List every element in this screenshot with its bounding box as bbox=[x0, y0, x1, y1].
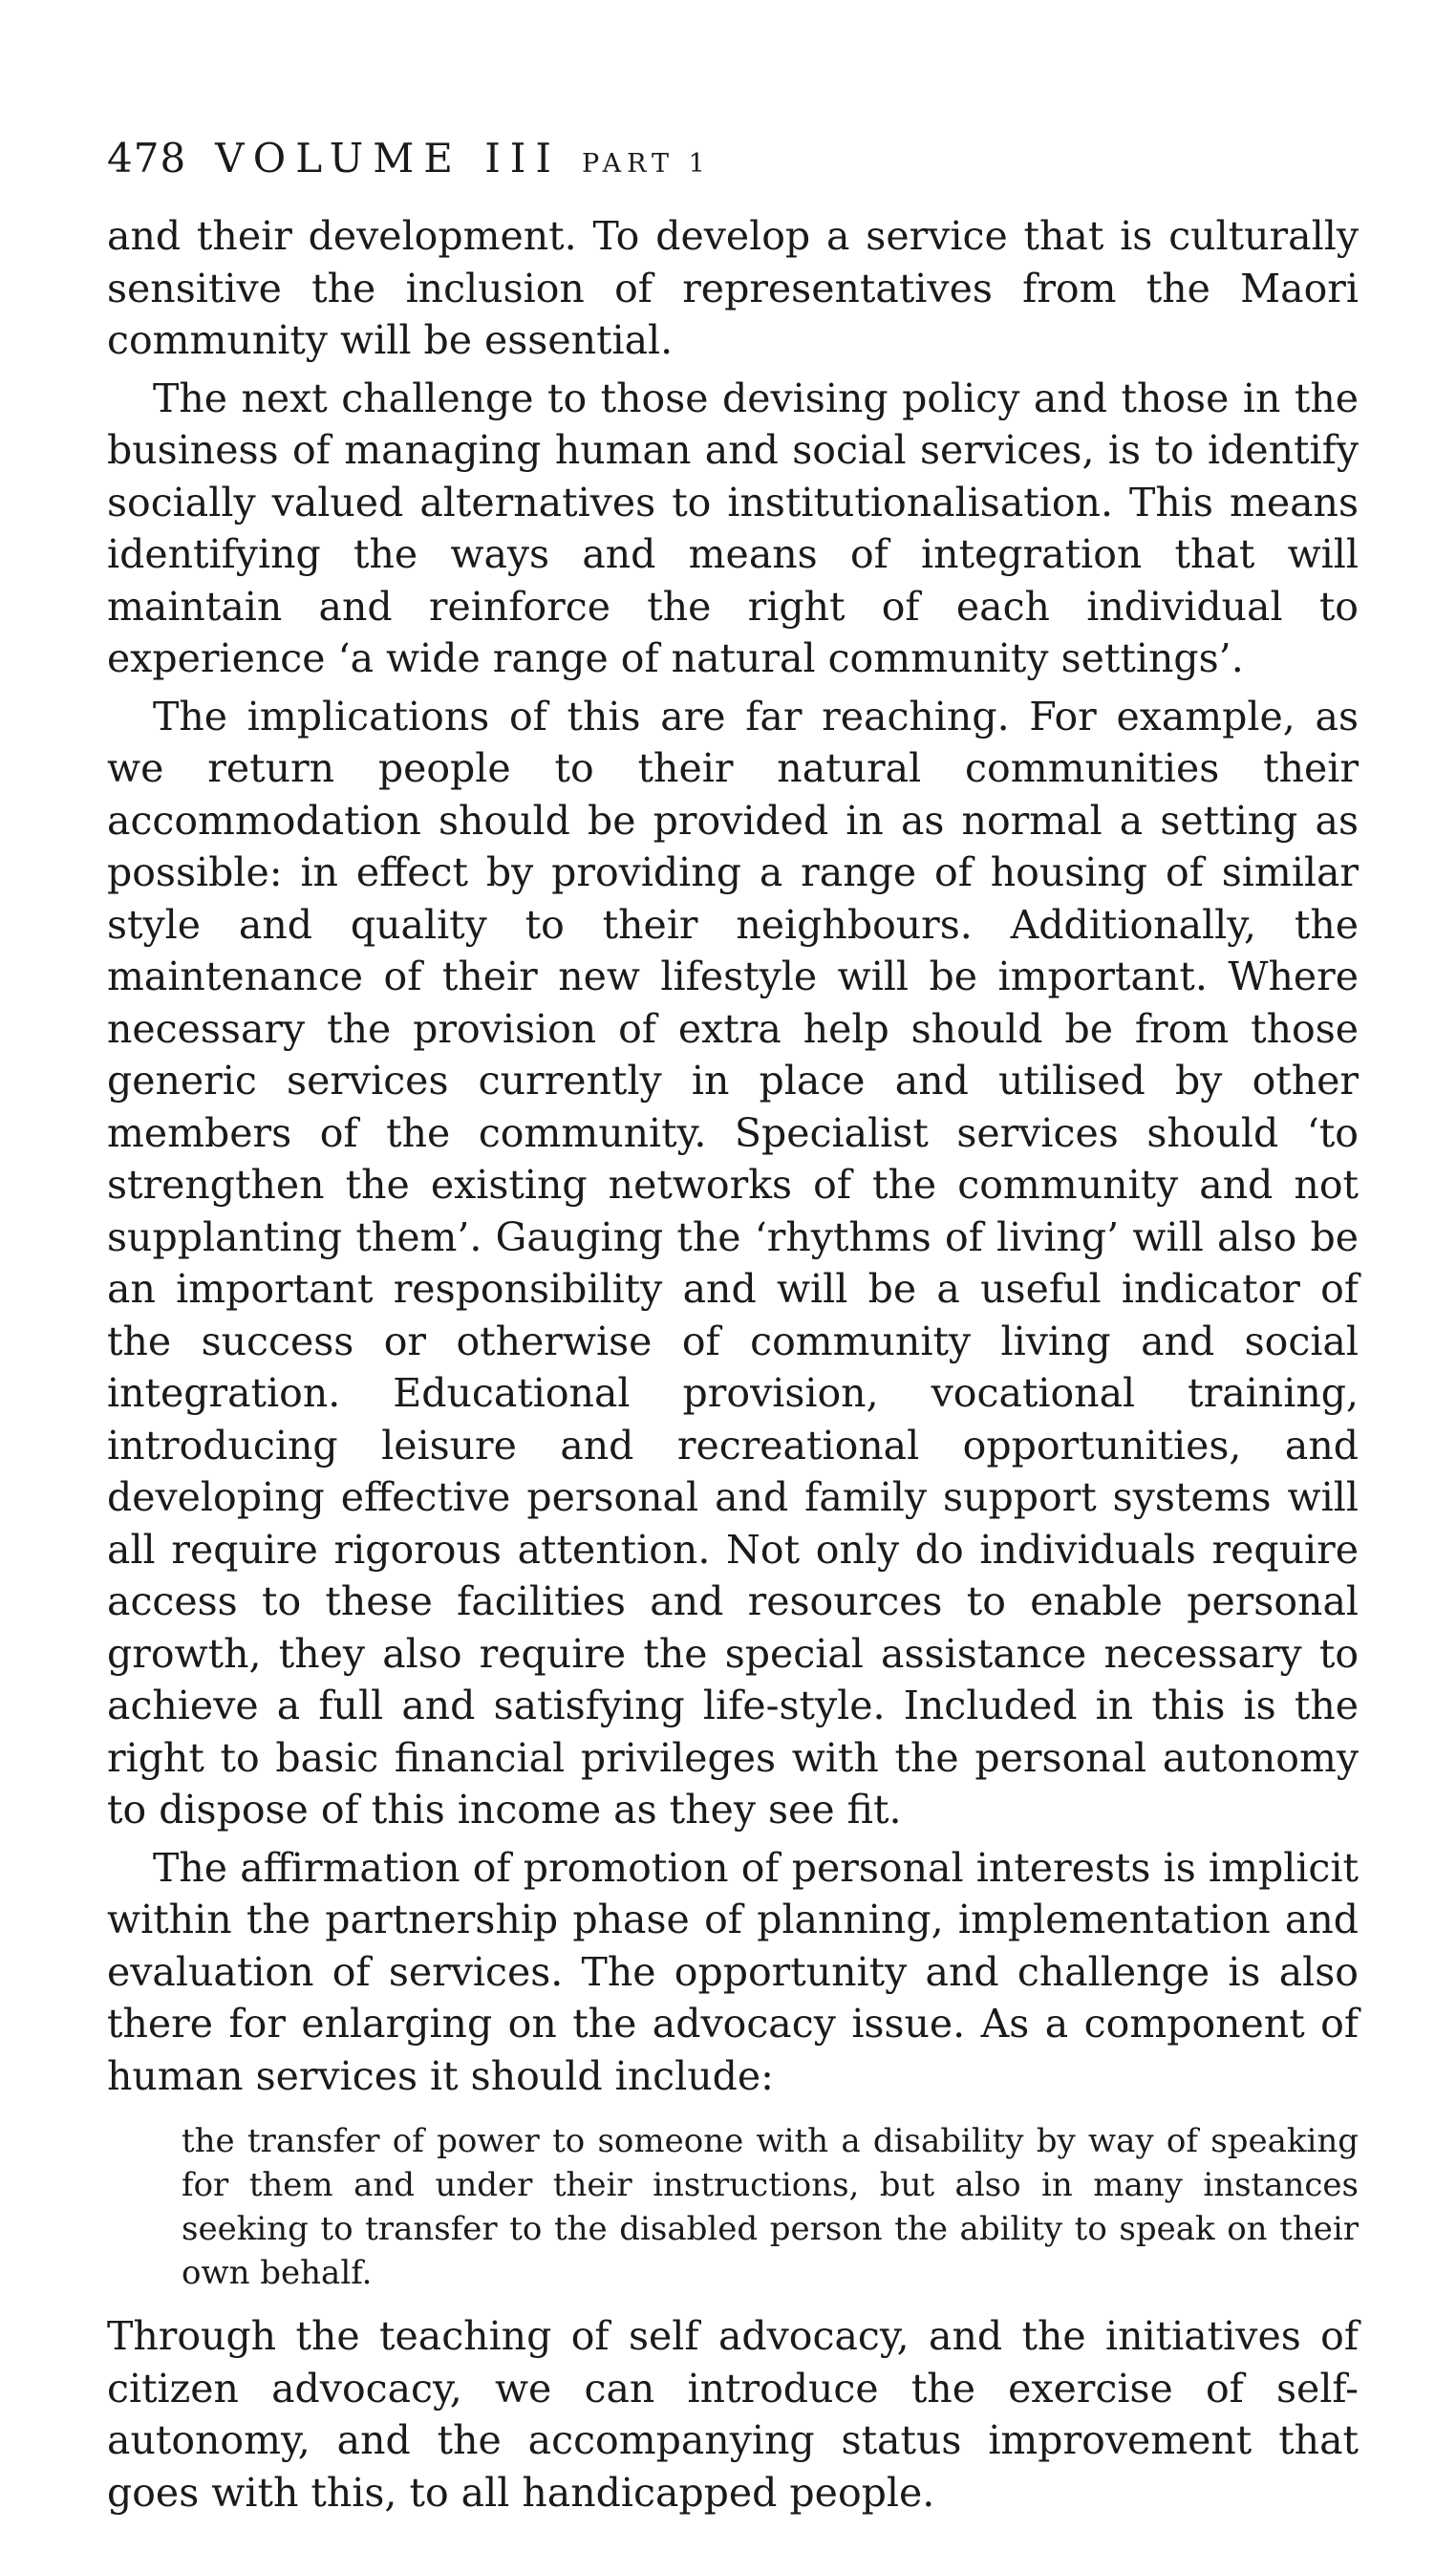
part-label: PART 1 bbox=[581, 149, 711, 179]
page-number: 478 bbox=[107, 135, 187, 182]
paragraph-continued: and their development. To develop a service that is culturally sensitive the inclusion of representatives from the Maori community will be essential. bbox=[107, 213, 1359, 363]
block-quote: the transfer of power to someone with a disability by way of speaking for them and under their instructions, but also in many instances seeking to transfer to the disabled person the ability to speak on their own behalf. bbox=[182, 2122, 1359, 2292]
paragraph-closing: Through the teaching of self advocacy, and the initiatives of citizen advocacy, we can introduce the exercise of self-autonomy, and the accompanying status improvement that goes with this, to all handicapped people. bbox=[107, 2313, 1359, 2516]
paragraph-challenge: The next challenge to those devising policy and those in the business of managing human and social services, is to identify socially valued alternatives to institutionalisation. This means identifying the ways and means of integration that will maintain and reinforce the right of each individual to experience ‘a wide range of natural community settings’. bbox=[107, 375, 1359, 681]
paragraph-advocacy: The affirmation of promotion of personal interests is implicit within the partnership phase of planning, implementation and evaluation of services. The opportunity and challenge is also there for enlarging on the advocacy issue. As a component of human services it should include: bbox=[107, 1844, 1359, 2099]
paragraph-implications: The implications of this are far reaching. For example, as we return people to their natural communities their accommodation should be provided in as normal a setting as possible: in effect by providing a range of housing of similar style and quality to their neighbours. Additionally, the maintenance of their new lifestyle will be important. Where necessary the provision of extra help should be from those generic services currently in place and utilised by other members of the community. Specialist services should ‘to strengthen the existing networks of the community and not supplanting them’. Gauging the ‘rhythms of living’ will also be an important responsibility and will be a useful indicator of the success or otherwise of community living and social integration. Educational provision, vocational training, introducing leisure and recreational opportunities, and developing effective personal and family support systems will all require rigorous attention. Not only do individuals require access to these facilities and resources to enable personal growth, they also require the special assistance necessary to achieve a full and satisfying life-style. Included in this is the right to basic financial privileges with the personal autonomy to dispose of this income as they see fit. bbox=[107, 693, 1359, 1833]
volume-label: VOLUME III bbox=[215, 135, 561, 182]
running-head bbox=[107, 134, 1359, 189]
book-page bbox=[107, 134, 1359, 2519]
